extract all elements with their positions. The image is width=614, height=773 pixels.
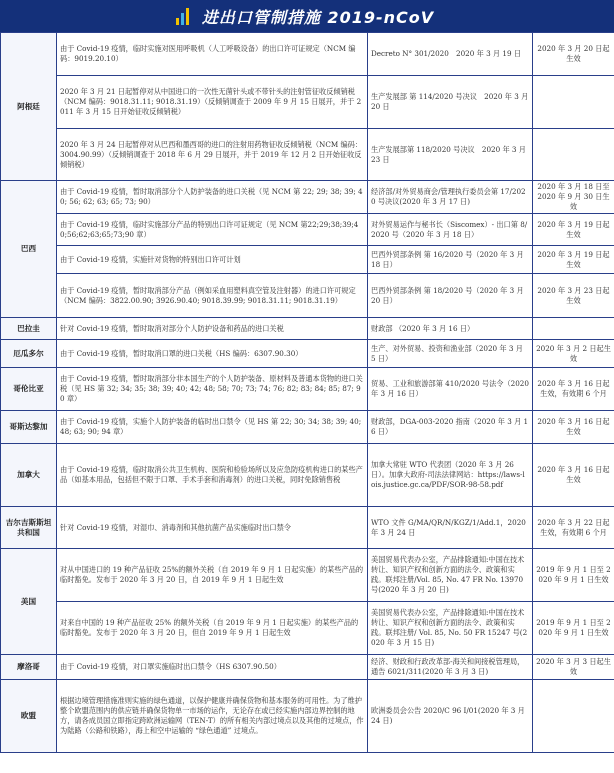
date-cell [533, 680, 614, 753]
country-cell: 哥伦比亚 [1, 368, 57, 411]
table-row [1, 680, 614, 753]
law-cell: 财政部 （2020 年 3 月 16 日） [368, 318, 533, 340]
country-cell: 阿根廷 [1, 33, 57, 181]
table-row [1, 181, 614, 214]
table-row [1, 76, 614, 129]
country-cell: 加拿大 [1, 444, 57, 507]
date-cell [533, 129, 614, 181]
law-cell: 生产、对外贸易、投资和渔业部（2020 年 3 月 5 日） [368, 340, 533, 368]
measure-cell: 由于 Covid-19 疫情，对口罩实施临时出口禁令（HS 6307.90.50） [57, 655, 368, 680]
date-cell: 2020 年 3 月 16 日起生效 [533, 444, 614, 507]
law-cell: 美国贸易代表办公室，产品排除通知:中国在技术转让、知识产权和创新方面的法令、政策和实践。联邦注册/ Vol. 85, No. 50 FR 15247 号(2020 年 3 月 15 日) [368, 602, 533, 655]
date-cell [533, 318, 614, 340]
measure-cell: 由于 Covid-19 疫情，实施个人防护装备的临时出口禁令（见 HS 第 22; 30; 34; 38; 39; 40; 48; 63; 90; 94 章） [57, 411, 368, 444]
table-row [1, 340, 614, 368]
table-row [1, 33, 614, 76]
law-cell: 巴西外贸部条例 第 18/2020 号（2020 年 3 月 20 日） [368, 274, 533, 318]
country-cell: 巴西 [1, 181, 57, 318]
measures-table [0, 32, 614, 753]
country-cell: 哥斯达黎加 [1, 411, 57, 444]
date-cell: 2020 年 3 月 23 日起生效 [533, 274, 614, 318]
measure-cell: 2020 年 3 月 24 日起暂停对从巴西和墨西哥的进口的注射用药物征收反倾销税（NCM 编码：3004.90.99）（反倾销调查于 2018 年 6 月 29 日展开，并于 2019 年 12 月 2 日开始征收反倾销税） [57, 129, 368, 181]
country-cell: 摩洛哥 [1, 655, 57, 680]
bar-chart-logo-icon [176, 7, 196, 25]
date-cell: 2019 年 9 月 1 日至 2020 年 9 月 1 日生效 [533, 602, 614, 655]
date-cell: 2019 年 9 月 1 日至 2020 年 9 月 1 日生效 [533, 549, 614, 602]
measure-cell: 由于 Covid-19 疫情，临时实施对医用呼吸机（人工呼吸设备）的出口许可证规定（NCM 编码：9019.20.10） [57, 33, 368, 76]
table-row [1, 274, 614, 318]
table-row [1, 246, 614, 274]
law-cell: 经济、财政和行政改革部-海关和间接税管理局，通告 6021/311(2020 年 3 月 3 日) [368, 655, 533, 680]
table-row [1, 444, 614, 507]
measure-cell: 针对 Covid-19 疫情，暂时取消对部分个人防护设备和药品的进口关税 [57, 318, 368, 340]
law-cell: 加拿大常驻 WTO 代表团（2020 年 3 月 26 日）。加拿大政府-司法法律网站：https://laws-lois.justice.gc.ca/PDF/SOR-98-58.pdf [368, 444, 533, 507]
measure-cell: 由于 Covid-19 疫情，临时实施部分产品的特别出口许可证规定（见 NCM 第22;29;38;39;40;56;62;63;65;73;90 章） [57, 214, 368, 246]
date-cell: 2020 年 3 月 19 日起生效 [533, 214, 614, 246]
date-cell: 2020 年 3 月 3 日起生效 [533, 655, 614, 680]
measure-cell: 由于 Covid-19 疫情，临时取消公共卫生机构、医院和检验场所以及应急防疫机构进口的某些产品（如基本用品，包括但不限于口罩、手术手套和消毒剂）的进口关税，同时免除销售税 [57, 444, 368, 507]
date-cell [533, 76, 614, 129]
law-cell: 贸易、工业和旅游部第 410/2020 号法令（2020 年 3 月 16 日） [368, 368, 533, 411]
measure-cell: 对从中国进口的 19 种产品征收 25%的额外关税（自 2019 年 9 月 1 日起实施）的某些产品的临时豁免。发布于 2020 年 3 月 20 日，自 2019 年 9 月 1 日起生效 [57, 549, 368, 602]
table-row [1, 368, 614, 411]
table-row [1, 655, 614, 680]
measure-cell: 对来自中国的 19 种产品征收 25% 的额外关税（自 2019 年 9 月 1 日起实施）的某些产品的临时豁免。发布于 2020 年 3 月 20 日，但自 2019 年 9 月 1 日起生效 [57, 602, 368, 655]
table-row [1, 602, 614, 655]
date-cell: 2020 年 3 月 18 日至 2020 年 9 月 30 日生效 [533, 181, 614, 214]
law-cell: 经济部/对外贸易商会/管理执行委员会第 17/2020 号决议(2020 年 3 月 17 日) [368, 181, 533, 214]
law-cell: Decreto N° 301/2020 2020 年 3 月 19 日 [368, 33, 533, 76]
date-cell: 2020 年 3 月 16 日起生效，有效期 6 个月 [533, 368, 614, 411]
table-row [1, 549, 614, 602]
date-cell: 2020 年 3 月 2 日起生效 [533, 340, 614, 368]
table-row [1, 318, 614, 340]
measure-cell: 2020 年 3 月 21 日起暂停对从中国进口的一次性无菌针头或不带针头的注射管征收反倾销税（NCM 编码：9018.31.11; 9018.31.19）（反倾销调查于 2009 年 9 月 15 日展开，并于 2011 年 3 月 15 日开始征收反倾销税） [57, 76, 368, 129]
measure-cell: 由于 Covid-19 疫情，暂时取消部分非本国生产的个人防护装备、原材料及普通本货物的进口关税（见 HS 第 32; 34; 35; 38; 39; 40; 42; 48; 58; 70; 73; 74; 76; 82; 83; 84; 85; 87; 90 章） [57, 368, 368, 411]
measure-cell: 根据边境管理措施准则实施的绿色通道，以保护健康并确保货物和基本服务的可用性。为了维护整个欧盟范围内的供应链并确保货物单一市场的运作，无论存在或已经实施内部边界控制的地方，请各成员国立即指定跨欧洲运输网（TEN-T）的所有相关内部过境点以及其他的过境点，作为陆路（公路和铁路），海上和空中运输的 “绿色通道” 过境点。 [57, 680, 368, 753]
country-cell: 美国 [1, 549, 57, 655]
law-cell: 生产发展部第 118/2020 号决议 2020 年 3 月 23 日 [368, 129, 533, 181]
date-cell: 2020 年 3 月 20 日起生效 [533, 33, 614, 76]
measure-cell: 由于 Covid-19 疫情，暂时取消部分个人防护装备的进口关税（见 NCM 第 22; 29; 38; 39; 40; 56; 62; 63; 65; 73; 90） [57, 181, 368, 214]
table-row [1, 507, 614, 549]
page-title: 进出口管制措施 2019-nCoV [201, 7, 435, 27]
date-cell: 2020 年 3 月 16 日起生效 [533, 411, 614, 444]
date-cell: 2020 年 3 月 19 日起生效 [533, 246, 614, 274]
country-cell: 欧盟 [1, 680, 57, 753]
country-cell: 厄瓜多尔 [1, 340, 57, 368]
date-cell: 2020 年 3 月 22 日起生效，有效期 6 个月 [533, 507, 614, 549]
table-row [1, 411, 614, 444]
law-cell: 生产发展部 第 114/2020 号决议 2020 年 3 月 20 日 [368, 76, 533, 129]
table-row [1, 214, 614, 246]
country-cell: 吉尔吉斯斯坦共和国 [1, 507, 57, 549]
law-cell: 美国贸易代表办公室，产品排除通知:中国在技术转让、知识产权和创新方面的法令、政策和实践。联邦注册/Vol. 85, No. 47 FR No. 13970 号(2020 年 3 月 20 日) [368, 549, 533, 602]
measure-cell: 由于 Covid-19 疫情，暂时取消部分产品（例如采血用塑料真空管及注射器）的进口许可规定（NCM 编码：3822.00.90; 3926.90.40; 9018.39.99; 9018.31.11; 9018.31.19） [57, 274, 368, 318]
country-cell: 巴拉圭 [1, 318, 57, 340]
table-row [1, 129, 614, 181]
law-cell: WTO 文件 G/MA/QR/N/KGZ/1/Add.1，2020 年 3 月 24 日 [368, 507, 533, 549]
page-header [0, 0, 614, 32]
measure-cell: 由于 Covid-19 疫情，实施针对货物的特别出口许可计划 [57, 246, 368, 274]
law-cell: 欧洲委员会公告 2020/C 96 I/01(2020 年 3 月 24 日) [368, 680, 533, 753]
law-cell: 巴西外贸部条例 第 16/2020 号（2020 年 3 月 18 日） [368, 246, 533, 274]
measure-cell: 由于 Covid-19 疫情，暂时取消口罩的进口关税（HS 编码：6307.90.30） [57, 340, 368, 368]
measure-cell: 针对 Covid-19 疫情，对湿巾、消毒剂和其他抗菌产品实施临时出口禁令 [57, 507, 368, 549]
law-cell: 财政部，DGA-003-2020 指南（2020 年 3 月 16 日） [368, 411, 533, 444]
law-cell: 对外贸易运作与秘书长（Siscomex）- 出口第 8/2020 号（2020 年 3 月 18 日） [368, 214, 533, 246]
